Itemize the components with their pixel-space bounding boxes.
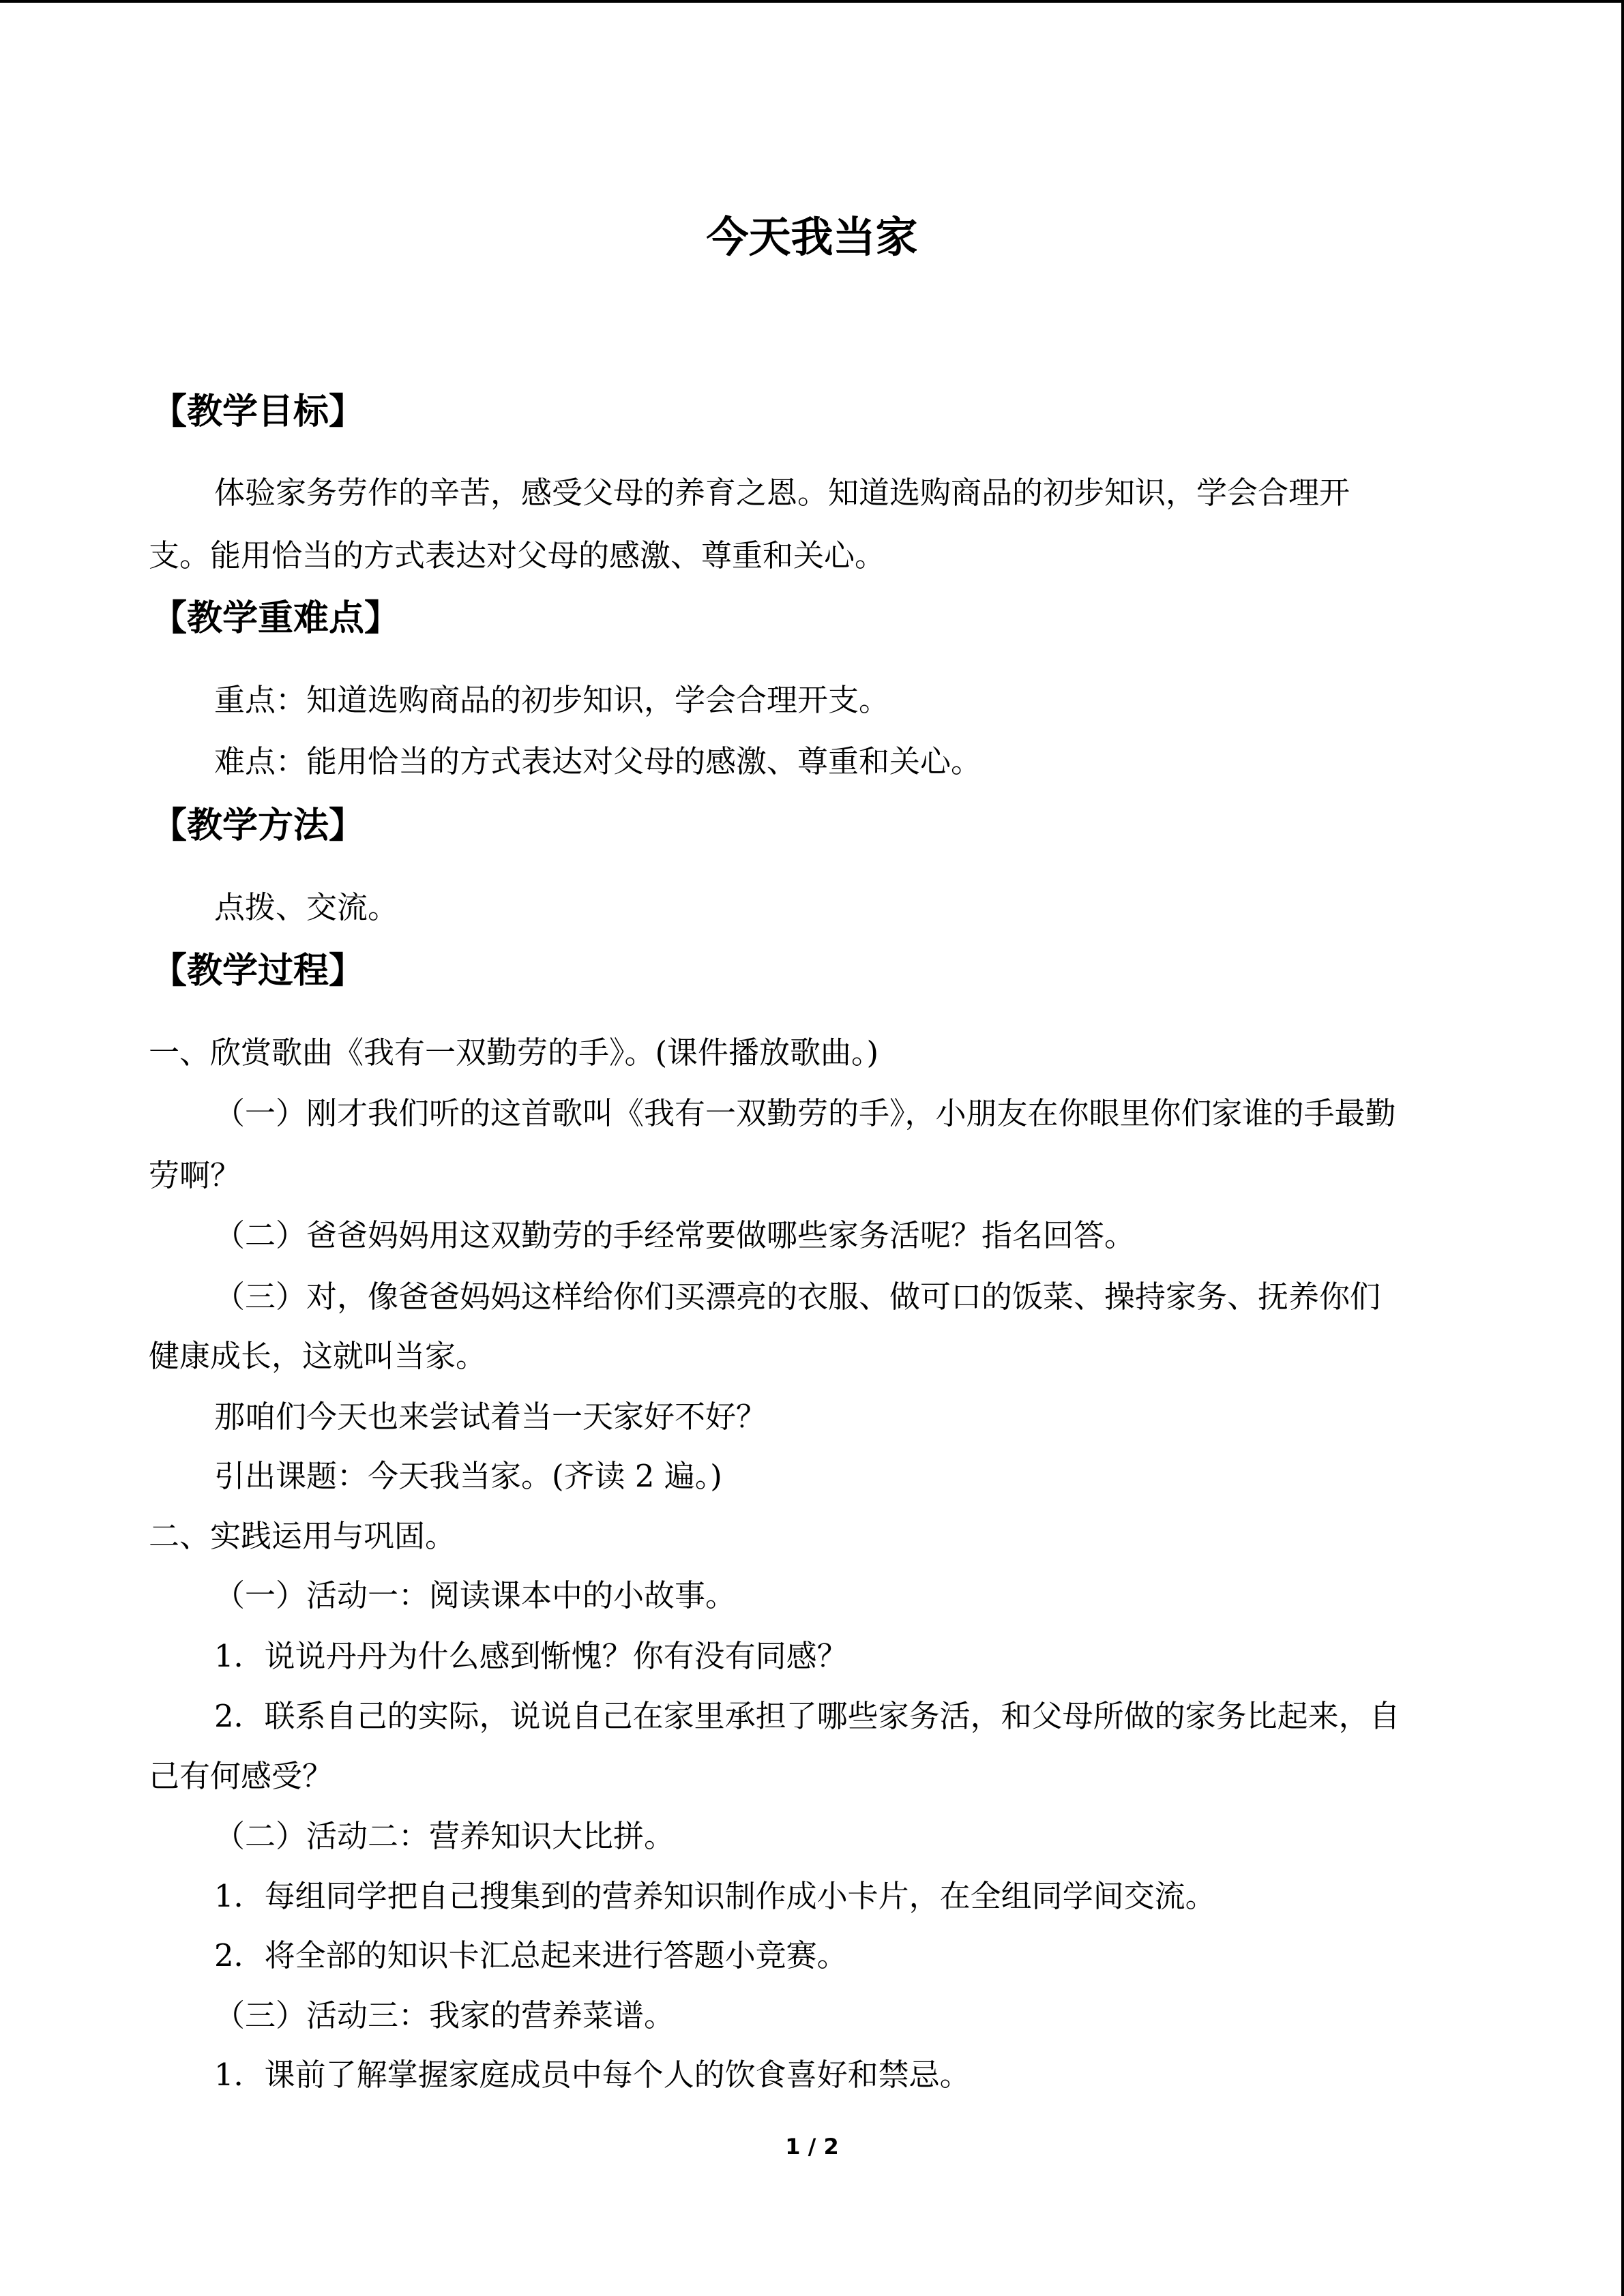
- key-point-difficulty: 难点：能用恰当的方式表达对父母的感激、尊重和关心。: [214, 743, 982, 779]
- methods-text: 点拨、交流。: [214, 889, 399, 925]
- process-line: 健康成长，这就叫当家。: [149, 1338, 487, 1374]
- process-line: 那咱们今天也来尝试着当一天家好不好？: [214, 1399, 767, 1435]
- heading-key-points: 【教学重难点】: [151, 598, 400, 639]
- process-line: 劳啊？: [149, 1157, 241, 1193]
- process-line: 1．课前了解掌握家庭成员中每个人的饮食喜好和禁忌。: [214, 2057, 971, 2093]
- process-line: （三）活动三：我家的营养菜谱。: [214, 1997, 675, 2033]
- process-section-1: 一、欣赏歌曲《我有一双勤劳的手》。(课件播放歌曲。): [149, 1034, 879, 1071]
- process-line: （三）对，像爸爸妈妈这样给你们买漂亮的衣服、做可口的饭菜、操持家务、抚养你们: [214, 1279, 1381, 1315]
- objectives-line-2: 支。能用恰当的方式表达对父母的感激、尊重和关心。: [149, 537, 886, 573]
- process-line: 引出课题：今天我当家。(齐读 2 遍。): [214, 1458, 722, 1494]
- process-line: 2．联系自己的实际，说说自己在家里承担了哪些家务活，和父母所做的家务比起来，自: [214, 1698, 1400, 1734]
- process-line: 己有何感受？: [149, 1758, 334, 1794]
- objectives-line-1: 体验家务劳作的辛苦，感受父母的养育之恩。知道选购商品的初步知识，学会合理开: [214, 475, 1350, 511]
- process-line: 1．每组同学把自己搜集到的营养知识制作成小卡片，在全组同学间交流。: [214, 1878, 1216, 1914]
- heading-objectives: 【教学目标】: [151, 391, 365, 432]
- document-title: 今天我当家: [706, 212, 918, 262]
- process-line: （一）刚才我们听的这首歌叫《我有一双勤劳的手》，小朋友在你眼里你们家谁的手最勤: [214, 1095, 1396, 1131]
- process-line: （二）爸爸妈妈用这双勤劳的手经常要做哪些家务活呢？指名回答。: [214, 1217, 1136, 1253]
- process-line: 2．将全部的知识卡汇总起来进行答题小竞赛。: [214, 1937, 848, 1973]
- process-line: （二）活动二：营养知识大比拼。: [214, 1818, 675, 1854]
- process-line: （一）活动一：阅读课本中的小故事。: [214, 1577, 737, 1613]
- process-line: 1．说说丹丹为什么感到惭愧？你有没有同感？: [214, 1638, 848, 1674]
- heading-methods: 【教学方法】: [151, 805, 365, 846]
- process-section-2: 二、实践运用与巩固。: [149, 1518, 456, 1554]
- heading-process: 【教学过程】: [151, 951, 365, 992]
- key-point-focus: 重点：知道选购商品的初步知识，学会合理开支。: [214, 682, 890, 718]
- page-number: 1 / 2: [785, 2134, 839, 2160]
